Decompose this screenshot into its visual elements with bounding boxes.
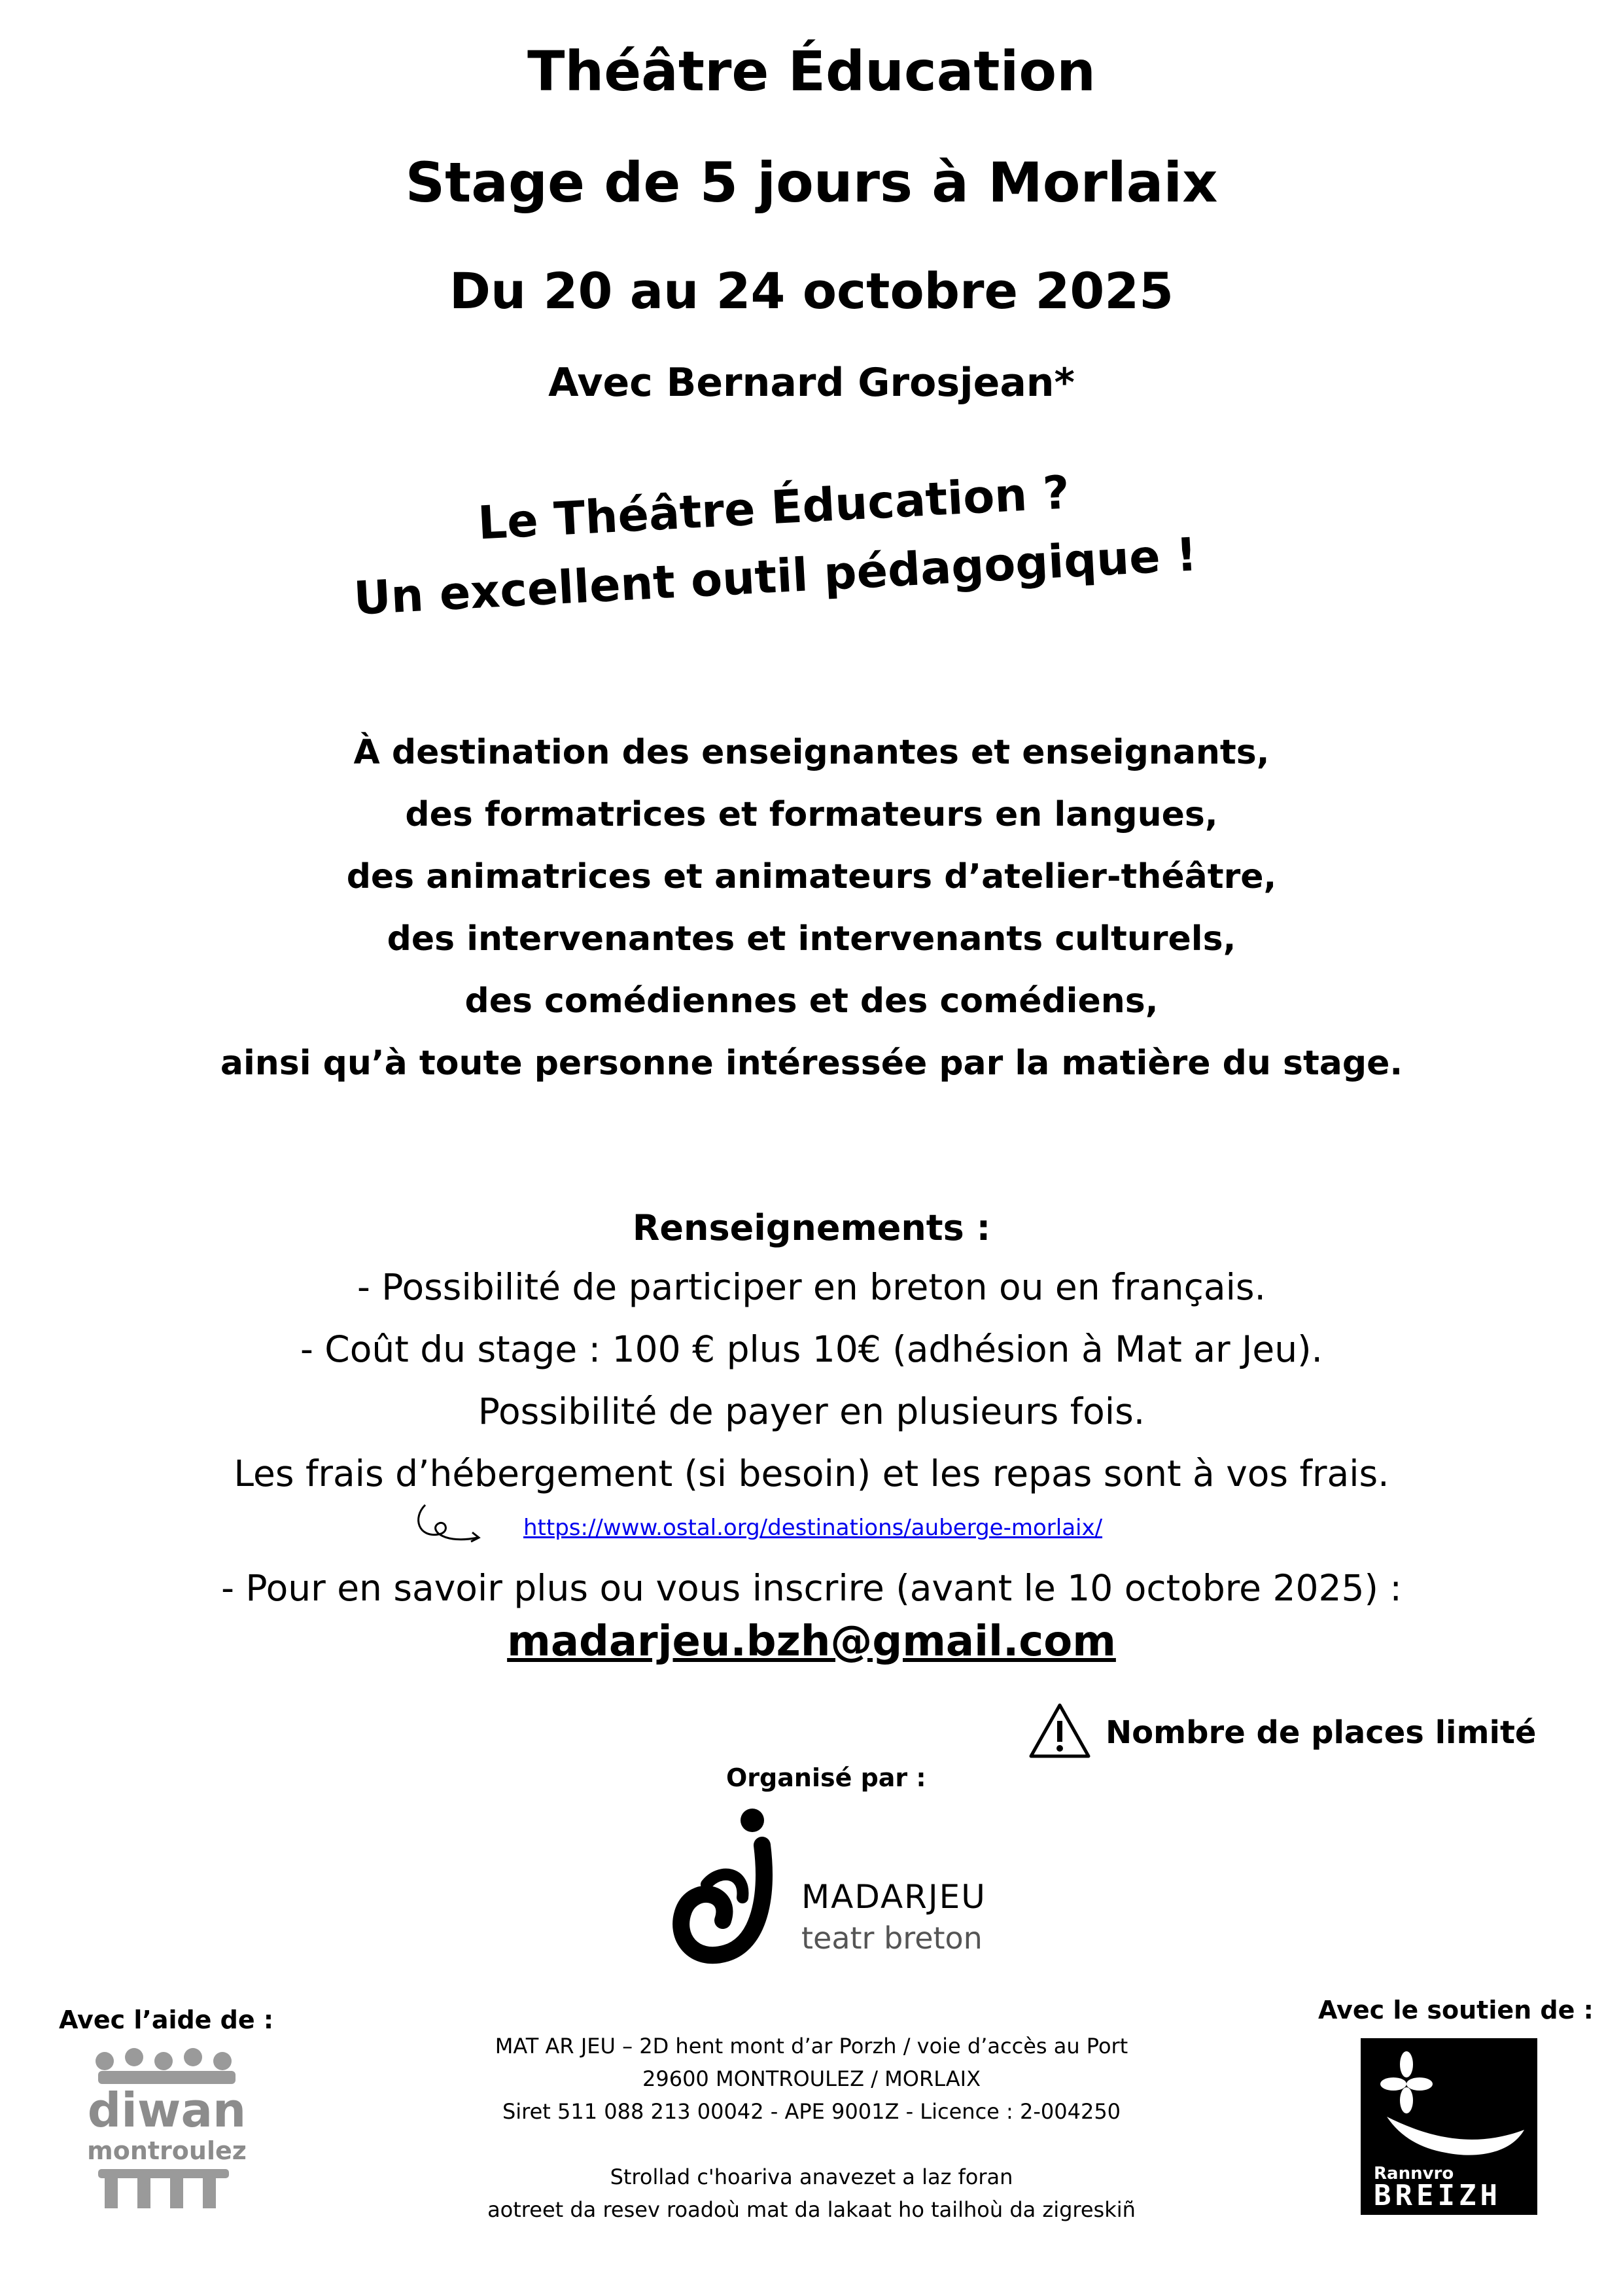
madarjeu-logo-icon [661, 1806, 798, 1989]
aid-label: Avec l’aide de : [59, 2005, 274, 2034]
tagline-question: Le Théâtre Éducation ? [476, 465, 1071, 550]
audience-line: des animatrices et animateurs d’atelier-théâtre, [346, 857, 1277, 896]
audience-line: des formatrices et formateurs en langues, [405, 795, 1218, 834]
info-line: Les frais d’hébergement (si besoin) et les repas sont à vos frais. [234, 1453, 1389, 1494]
organizer-label: Organisé par : [726, 1763, 926, 1792]
diwan-town: montroulez [87, 2136, 247, 2165]
footer-address: MAT AR JEU – 2D hent mont d’ar Porzh / voie d’accès au Port [495, 2034, 1128, 2058]
subtitle: Stage de 5 jours à Morlaix [405, 150, 1218, 215]
region-name: BREIZH [1374, 2179, 1501, 2212]
organizer-name: MADARJEU [801, 1878, 986, 1916]
dates: Du 20 au 24 octobre 2025 [449, 262, 1174, 320]
info-line: - Possibilité de participer en breton ou en français. [357, 1266, 1266, 1308]
audience-line: À destination des enseignantes et enseignants, [353, 733, 1270, 772]
instructor: Avec Bernard Grosjean* [548, 360, 1075, 406]
organizer-subtitle: teatr breton [801, 1920, 983, 1956]
audience-line: ainsi qu’à toute personne intéressée par la matière du stage. [220, 1044, 1403, 1083]
curly-arrow-icon [412, 1498, 491, 1551]
warning-icon [1027, 1701, 1092, 1760]
footer-address: 29600 MONTROULEZ / MORLAIX [642, 2066, 981, 2091]
region-label: Rannvro [1374, 2164, 1454, 2183]
support-label: Avec le soutien de : [1318, 1996, 1594, 2024]
register-line: - Pour en savoir plus ou vous inscrire (avant le 10 octobre 2025) : [221, 1567, 1402, 1609]
contact-email[interactable]: madarjeu.bzh@gmail.com [507, 1617, 1116, 1666]
hostel-link[interactable]: https://www.ostal.org/destinations/auberge-morlaix/ [523, 1515, 1103, 1541]
tagline-answer: Un excellent outil pédagogique ! [352, 527, 1198, 626]
audience-line: des comédiennes et des comédiens, [464, 981, 1159, 1021]
limited-places-notice: Nombre de places limité [1106, 1714, 1537, 1751]
audience-line: des intervenantes et intervenants culturels, [387, 919, 1236, 959]
page-title: Théâtre Éducation [527, 39, 1096, 103]
footer-strollad: aotreet da resev roadoù mat da lakaat ho tailhoù da zigreskiñ [487, 2197, 1136, 2222]
footer-strollad: Strollad c'hoariva anavezet a laz foran [610, 2164, 1013, 2189]
footer-registration: Siret 511 088 213 00042 - APE 9001Z - Licence : 2-004250 [502, 2099, 1121, 2124]
diwan-wordmark: diwan [87, 2083, 247, 2138]
info-heading: Renseignements : [632, 1207, 991, 1248]
info-line: Possibilité de payer en plusieurs fois. [478, 1390, 1145, 1432]
info-line: - Coût du stage : 100 € plus 10€ (adhésion à Mat ar Jeu). [300, 1328, 1323, 1370]
